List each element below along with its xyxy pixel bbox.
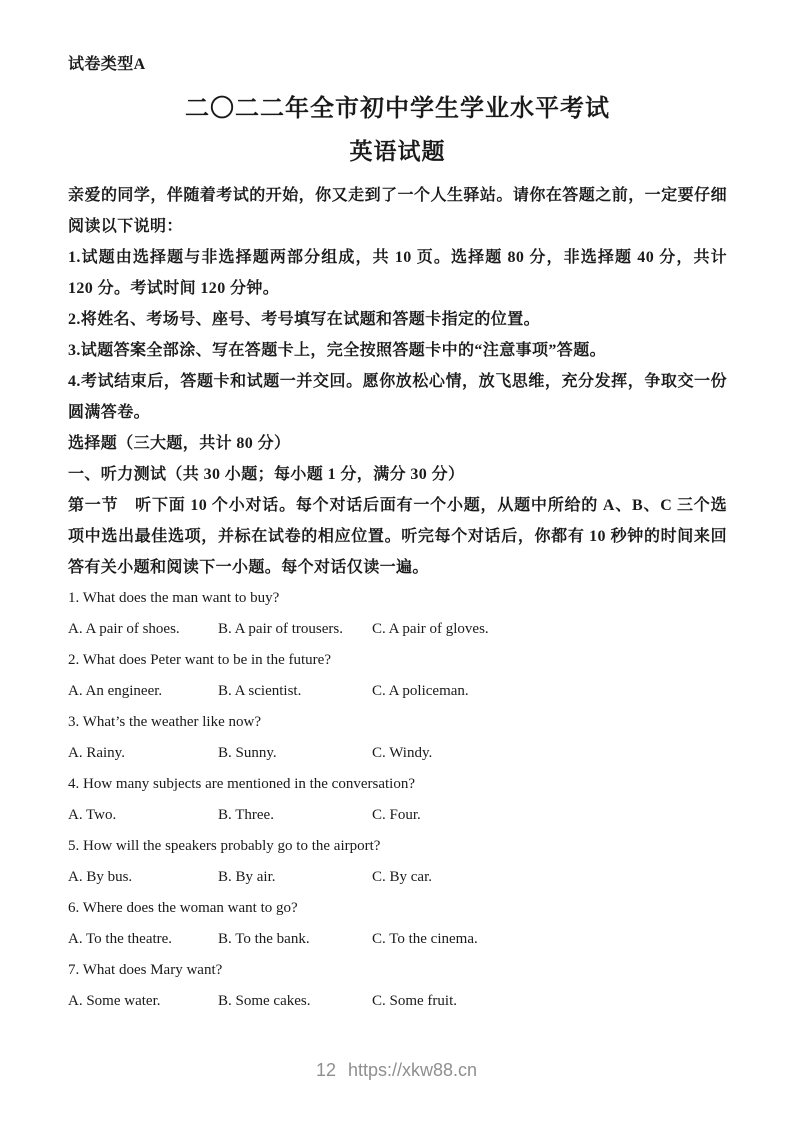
question-7 (68, 955, 727, 1017)
paper-type-label: 试卷类型A (68, 56, 146, 73)
page-footer (0, 1058, 793, 1082)
question-options (68, 800, 727, 831)
option-a: A. A pair of shoes. (68, 621, 180, 637)
question-options (68, 738, 727, 769)
question-text: 5. How will the speakers probably go to the airport? (68, 838, 381, 854)
question-options (68, 676, 727, 707)
question-text: 3. What’s the weather like now? (68, 714, 261, 730)
question-3 (68, 707, 727, 769)
exam-subtitle: 英语试题 (349, 139, 446, 164)
instruction-item-3: 3.试题答案全部涂、写在答题卡上，完全按照答题卡中的“注意事项”答题。 (68, 342, 607, 359)
exam-title: 二〇二二年全市初中学生学业水平考试 (185, 96, 610, 122)
question-1 (68, 583, 727, 645)
question-text: 1. What does the man want to buy? (68, 590, 280, 606)
instruction-item-1: 1.试题由选择题与非选择题两部分组成，共 10 页。选择题 80 分，非选择题 40 分，共计 120 分。考试时间 120 分钟。 (68, 249, 727, 297)
footer-url: https://xkw88.cn (347, 1060, 478, 1080)
question-2 (68, 645, 727, 707)
option-c: C. Some fruit. (372, 993, 457, 1009)
question-options (68, 986, 727, 1017)
listening-section-header: 一、听力测试（共 30 小题；每小题 1 分，满分 30 分） (68, 466, 465, 483)
question-5 (68, 831, 727, 893)
option-b: B. A scientist. (218, 683, 302, 699)
option-a: A. An engineer. (68, 683, 163, 699)
option-a: A. By bus. (68, 869, 133, 885)
question-text: 7. What does Mary want? (68, 962, 223, 978)
option-a: A. Rainy. (68, 745, 125, 761)
page-number: 12 (315, 1060, 336, 1080)
option-a: A. Two. (68, 807, 117, 823)
option-c: C. By car. (372, 869, 432, 885)
question-6 (68, 893, 727, 955)
choice-section-header: 选择题（三大题，共计 80 分） (68, 435, 291, 452)
instruction-item-2: 2.将姓名、考场号、座号、考号填写在试题和答题卡指定的位置。 (68, 311, 541, 328)
preamble-paragraph: 亲爱的同学，伴随着考试的开始，你又走到了一个人生驿站。请你在答题之前，一定要仔细阅读以下说明： (68, 187, 727, 235)
option-b: B. Three. (218, 807, 274, 823)
option-b: B. By air. (218, 869, 276, 885)
part-one-instructions: 第一节 听下面 10 个小对话。每个对话后面有一个小题，从题中所给的 A、B、C 三个选项中选出最佳选项，并标在试卷的相应位置。听完每个对话后，你都有 10 秒钟的时间来回答有关小题和阅读下一小题。每个对话仅读一遍。 (68, 497, 727, 576)
option-b: B. A pair of trousers. (218, 621, 343, 637)
option-a: A. To the theatre. (68, 931, 173, 947)
option-c: C. Windy. (372, 745, 433, 761)
instruction-item-4: 4.考试结束后，答题卡和试题一并交回。愿你放松心情，放飞思维，充分发挥，争取交一份圆满答卷。 (68, 373, 727, 421)
option-b: B. Some cakes. (218, 993, 311, 1009)
option-b: B. Sunny. (218, 745, 277, 761)
option-c: C. Four. (372, 807, 421, 823)
option-c: C. A policeman. (372, 683, 469, 699)
question-options (68, 862, 727, 893)
question-options (68, 614, 727, 645)
question-text: 2. What does Peter want to be in the future? (68, 652, 331, 668)
question-options (68, 924, 727, 955)
question-text: 6. Where does the woman want to go? (68, 900, 298, 916)
option-a: A. Some water. (68, 993, 161, 1009)
option-b: B. To the bank. (218, 931, 310, 947)
question-4 (68, 769, 727, 831)
option-c: C. To the cinema. (372, 931, 478, 947)
option-c: C. A pair of gloves. (372, 621, 489, 637)
question-text: 4. How many subjects are mentioned in the conversation? (68, 776, 415, 792)
